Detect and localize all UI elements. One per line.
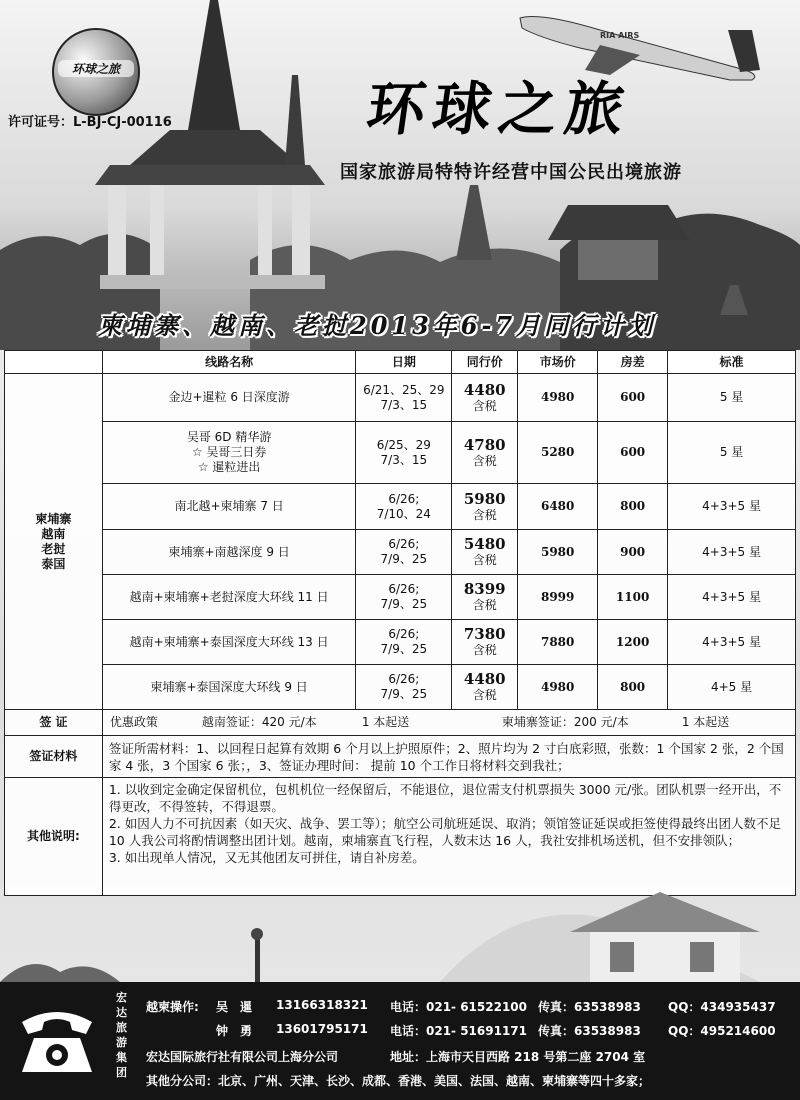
region-name: 泰国 — [41, 556, 66, 571]
note-item: 3. 如出现单人情况，又无其他团友可拼住，请自补房差。 — [108, 850, 425, 865]
visa-label: 签 证 — [5, 710, 103, 736]
contact-footer — [0, 982, 800, 1100]
trade-price: 4480 含税 — [452, 374, 518, 422]
house-scene — [0, 872, 800, 982]
table-row — [5, 530, 796, 575]
region-name: 柬埔寨 — [35, 511, 72, 526]
standard: 4+3+5 星 — [668, 530, 796, 575]
telephone-icon — [14, 1000, 100, 1080]
branch-list: 其他分公司：北京、广州、天津、长沙、成都、香港、美国、法国、越南、柬埔寨等四十多家； — [146, 1074, 651, 1088]
region-name: 老挝 — [41, 541, 66, 556]
route-name: 吴哥 6D 精华游 ☆ 吴哥三日券 ☆ 暹粒进出 — [102, 422, 356, 484]
brand-subtitle: 国家旅游局特特许经营中国公民出境旅游 — [340, 162, 682, 183]
dates: 6/26; 7/9、25 — [356, 665, 452, 710]
visa-vn-min: 1 本起送 — [361, 715, 410, 729]
market-price: 6480 — [518, 484, 598, 530]
trade-price: 4480 含税 — [452, 665, 518, 710]
visa-kh: 柬埔寨签证：200 元/本 — [501, 715, 629, 729]
room-diff: 1200 — [598, 620, 668, 665]
standard: 4+3+5 星 — [668, 620, 796, 665]
room-diff: 800 — [598, 665, 668, 710]
header-blank — [5, 351, 103, 374]
company-address: 地址：上海市天目西路 218 号第二座 2704 室 — [390, 1050, 646, 1064]
market-price: 4980 — [518, 665, 598, 710]
op1-fax: 传真：63538983 — [538, 1000, 641, 1014]
standard: 4+5 星 — [668, 665, 796, 710]
route-name: 越南+柬埔寨+老挝深度大环线 11 日 — [102, 575, 356, 620]
trade-price: 5480 含税 — [452, 530, 518, 575]
standard: 4+3+5 星 — [668, 484, 796, 530]
table-row — [5, 422, 796, 484]
market-price: 5280 — [518, 422, 598, 484]
dates: 6/26; 7/10、24 — [356, 484, 452, 530]
plan-title: 柬埔寨、越南、老挝2013年6-7月同行计划 — [98, 311, 657, 340]
visa-policy: 优惠政策 — [109, 715, 158, 729]
region-cell — [5, 374, 103, 710]
route-name: 柬埔寨+南越深度 9 日 — [102, 530, 356, 575]
col-route: 线路名称 — [102, 351, 356, 374]
note-item: 2. 如因人力不可抗因素（如天灾、战争、罢工等）；航空公司航班延误、取消；领馆签证延误或拒签使得最终出团人数不足 10 人我公司将酌情调整出团计划。越南，柬埔寨直飞行程，人数末达 16 人，我社安排机场送机，但不安排领队； — [108, 816, 781, 848]
dates: 6/26; 7/9、25 — [356, 575, 452, 620]
op2-qq: QQ：495214600 — [668, 1024, 776, 1038]
note-item: 1. 以收到定金确定保留机位，包机机位一经保留后，不能退位，退位需支付机票损失 3000 元/张。团队机票一经开出，不得更改，不得签转，不得退票。 — [108, 782, 782, 814]
region-name: 越南 — [41, 526, 66, 541]
trade-price: 7380 含税 — [452, 620, 518, 665]
group-name: 宏达旅游集团 — [116, 991, 127, 1079]
dates: 6/26; 7/9、25 — [356, 620, 452, 665]
room-diff: 1100 — [598, 575, 668, 620]
col-market: 市场价 — [518, 351, 598, 374]
standard: 5 星 — [668, 374, 796, 422]
market-price: 7880 — [518, 620, 598, 665]
visa-kh-min: 1 本起送 — [681, 715, 730, 729]
room-diff: 600 — [598, 374, 668, 422]
op2-fax: 传真：63538983 — [538, 1024, 641, 1038]
brand-title: 环球之旅 — [362, 75, 637, 143]
op-label: 越柬操作: — [146, 1000, 199, 1014]
op2-tel: 电话：021- 51691171 — [390, 1024, 528, 1038]
route-name: 越南+柬埔寨+泰国深度大环线 13 日 — [102, 620, 356, 665]
route-name: 柬埔寨+泰国深度大环线 9 日 — [102, 665, 356, 710]
materials-text: 签证所需材料：1、以回程日起算有效期 6 个月以上护照原件；2、照片均为 2 寸白底彩照，张数：1 个国家 2 张，2 个国家 4 张，3 个国家 6 张；，3、签证办理时间： 提前 10 个工作日将材料交到我社； — [102, 736, 795, 778]
room-diff: 600 — [598, 422, 668, 484]
trade-price: 4780 含税 — [452, 422, 518, 484]
visa-info — [102, 710, 795, 736]
market-price: 5980 — [518, 530, 598, 575]
op1-qq: QQ：434935437 — [668, 1000, 776, 1014]
table-row — [5, 575, 796, 620]
license-number: 许可证号：L-BJ-CJ-00116 — [8, 115, 172, 130]
op2-name: 钟 勇 — [216, 1024, 253, 1038]
visa-vn: 越南签证：420 元/本 — [201, 715, 317, 729]
table-header — [5, 351, 796, 374]
route-name: 南北越+柬埔寨 7 日 — [102, 484, 356, 530]
tour-table — [4, 350, 796, 896]
route-name: 金边+暹粒 6 日深度游 — [102, 374, 356, 422]
col-standard: 标准 — [668, 351, 796, 374]
company-name: 宏达国际旅行社有限公司上海分公司 — [146, 1050, 339, 1064]
notes-label: 其他说明: — [5, 778, 103, 896]
op1-tel: 电话：021- 61522100 — [390, 1000, 528, 1014]
logo-text: 环球之旅 — [58, 60, 134, 77]
col-room: 房差 — [598, 351, 668, 374]
op1-name: 吴 暹 — [216, 1000, 253, 1014]
col-date: 日期 — [356, 351, 452, 374]
room-diff: 800 — [598, 484, 668, 530]
standard: 4+3+5 星 — [668, 575, 796, 620]
table-row — [5, 484, 796, 530]
materials-row — [5, 736, 796, 778]
dates: 6/21、25、29 7/3、15 — [356, 374, 452, 422]
trade-price: 5980 含税 — [452, 484, 518, 530]
op2-mobile: 13601795171 — [276, 1022, 368, 1036]
market-price: 8999 — [518, 575, 598, 620]
dates: 6/26; 7/9、25 — [356, 530, 452, 575]
visa-row — [5, 710, 796, 736]
materials-label: 签证材料 — [5, 736, 103, 778]
col-price: 同行价 — [452, 351, 518, 374]
table-row — [5, 374, 796, 422]
market-price: 4980 — [518, 374, 598, 422]
dates: 6/25、29 7/3、15 — [356, 422, 452, 484]
table-row — [5, 620, 796, 665]
trade-price: 8399 含税 — [452, 575, 518, 620]
standard: 5 星 — [668, 422, 796, 484]
svg-text:RIA AIRS: RIA AIRS — [600, 31, 640, 40]
op1-mobile: 13166318321 — [276, 998, 368, 1012]
room-diff: 900 — [598, 530, 668, 575]
table-row — [5, 665, 796, 710]
